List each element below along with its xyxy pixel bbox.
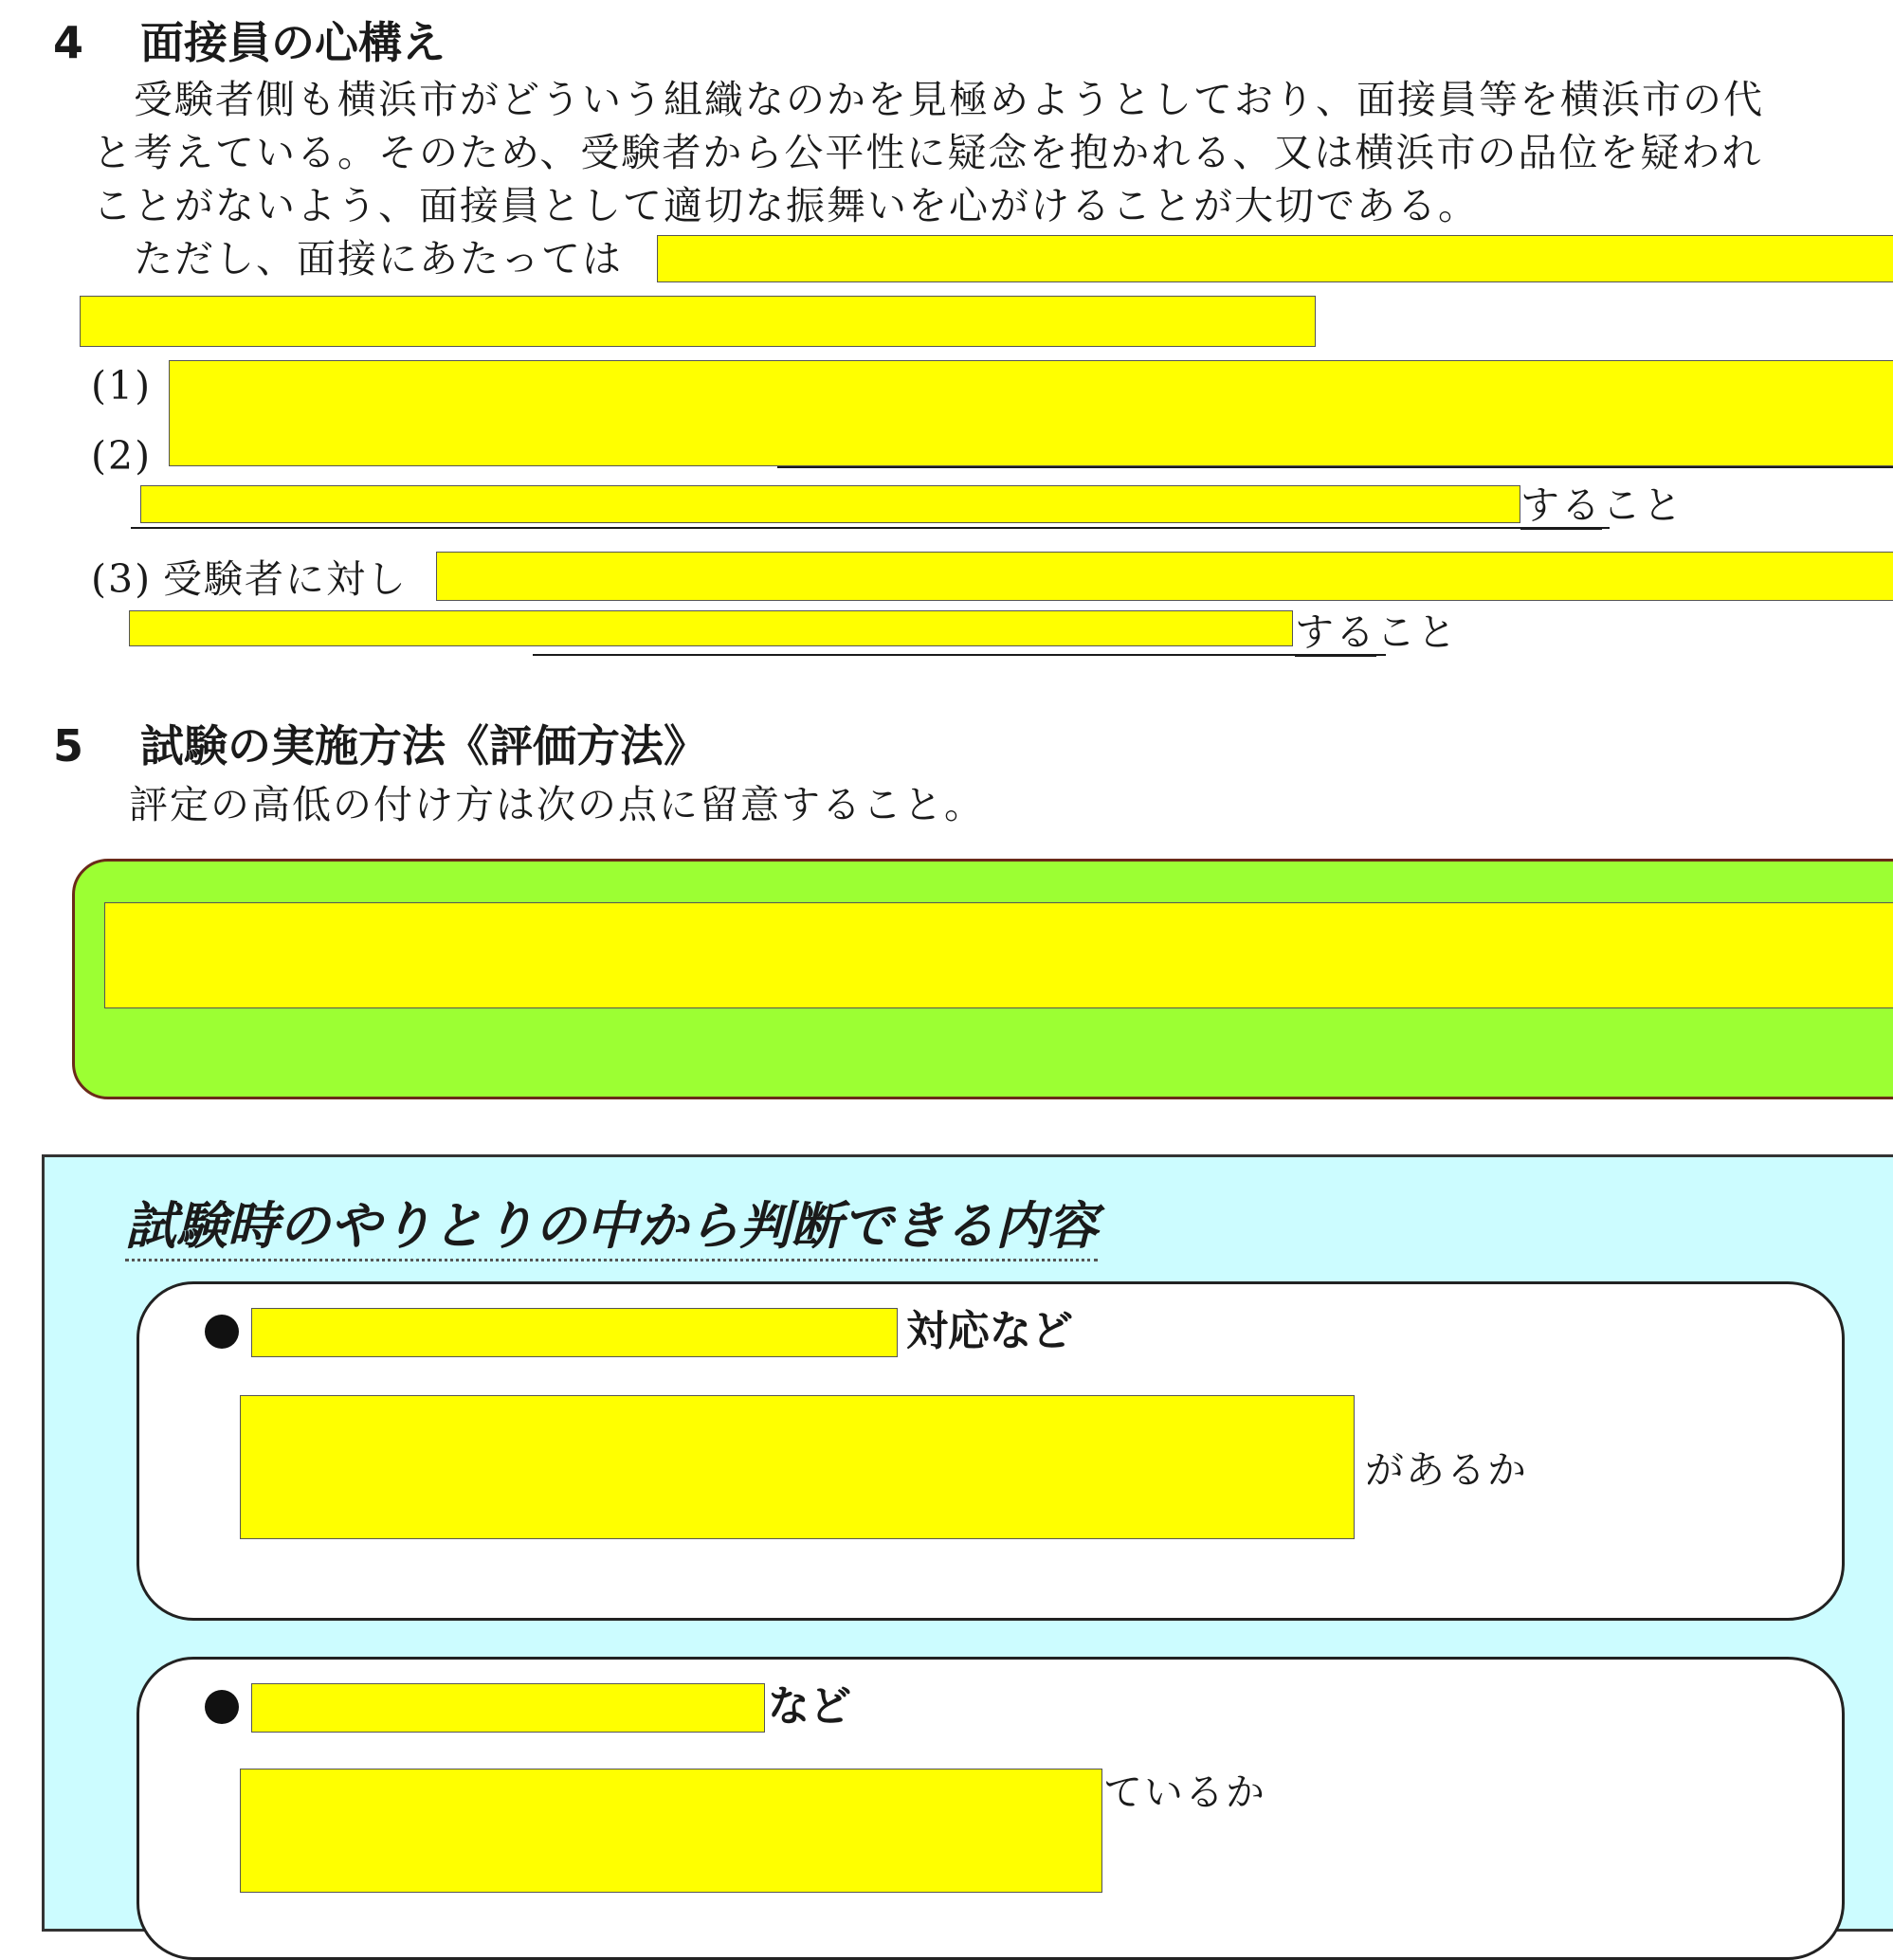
section-5-heading bbox=[53, 722, 707, 770]
section-5-intro: 評定の高低の付け方は次の点に留意すること。 bbox=[129, 782, 985, 827]
item-2-end bbox=[1520, 481, 1684, 529]
section-4-para1-line3: ことがないよう、面接員として適切な振舞いを心がけることが大切である。 bbox=[93, 183, 1479, 228]
item-2-underline bbox=[777, 466, 1893, 468]
redaction-mask bbox=[129, 610, 1293, 646]
card-1-line1-suffix: があるか bbox=[1365, 1447, 1528, 1493]
section-4-para1-line2: と考えている。そのため、受験者から公平性に疑念を抱かれる、又は横浜市の品位を疑われ bbox=[93, 130, 1763, 175]
section-5-number: 5 bbox=[53, 720, 84, 771]
redaction-mask bbox=[240, 1769, 1102, 1893]
redaction-mask bbox=[657, 235, 1893, 282]
item-1-label: (1) bbox=[91, 363, 153, 408]
item-2-label: (2) bbox=[91, 433, 153, 479]
section-4-para1-line1: 受験者側も横浜市がどういう組織なのかを見極めようとしており、面接員等を横浜市の代 bbox=[93, 77, 1764, 122]
card-2-bullet-suffix: など bbox=[768, 1682, 851, 1731]
redaction-mask bbox=[104, 902, 1893, 1008]
section-5-title: 試験の実施方法《評価方法》 bbox=[140, 720, 707, 771]
redaction-mask bbox=[251, 1683, 765, 1733]
item-3-end-plain: こと bbox=[1376, 609, 1458, 655]
judgement-box-title: 試験時のやりとりの中から判断できる内容 bbox=[125, 1196, 1098, 1261]
redaction-mask bbox=[436, 552, 1893, 601]
item-3-end-underlined: する bbox=[1295, 609, 1376, 655]
card-1-bullet-suffix: 対応など bbox=[906, 1307, 1073, 1355]
item-2-end-underlined: する bbox=[1520, 482, 1602, 528]
section-4-para2-start: ただし、面接にあたっては bbox=[93, 236, 623, 281]
bullet-icon bbox=[205, 1315, 239, 1349]
item-2-underline bbox=[131, 527, 1610, 529]
redaction-mask bbox=[140, 485, 1520, 523]
item-3-end bbox=[1295, 608, 1458, 656]
redaction-mask bbox=[240, 1395, 1355, 1539]
bullet-icon bbox=[205, 1690, 239, 1724]
card-2-line1-suffix: ているか bbox=[1103, 1769, 1266, 1815]
redaction-mask bbox=[251, 1308, 898, 1357]
section-4-title: 面接員の心構え bbox=[140, 17, 446, 68]
item-2-end-plain: こと bbox=[1602, 482, 1684, 528]
section-4-number: 4 bbox=[53, 17, 84, 68]
redaction-mask bbox=[169, 360, 1893, 466]
section-4-heading bbox=[53, 19, 446, 66]
item-3-label: (3) bbox=[91, 556, 153, 602]
card-2-bullet-line bbox=[205, 1683, 243, 1731]
item-3-start: 受験者に対し bbox=[163, 556, 408, 602]
card-1-bullet-line bbox=[205, 1308, 243, 1355]
item-3-underline bbox=[533, 654, 1386, 656]
redaction-mask bbox=[80, 296, 1316, 347]
